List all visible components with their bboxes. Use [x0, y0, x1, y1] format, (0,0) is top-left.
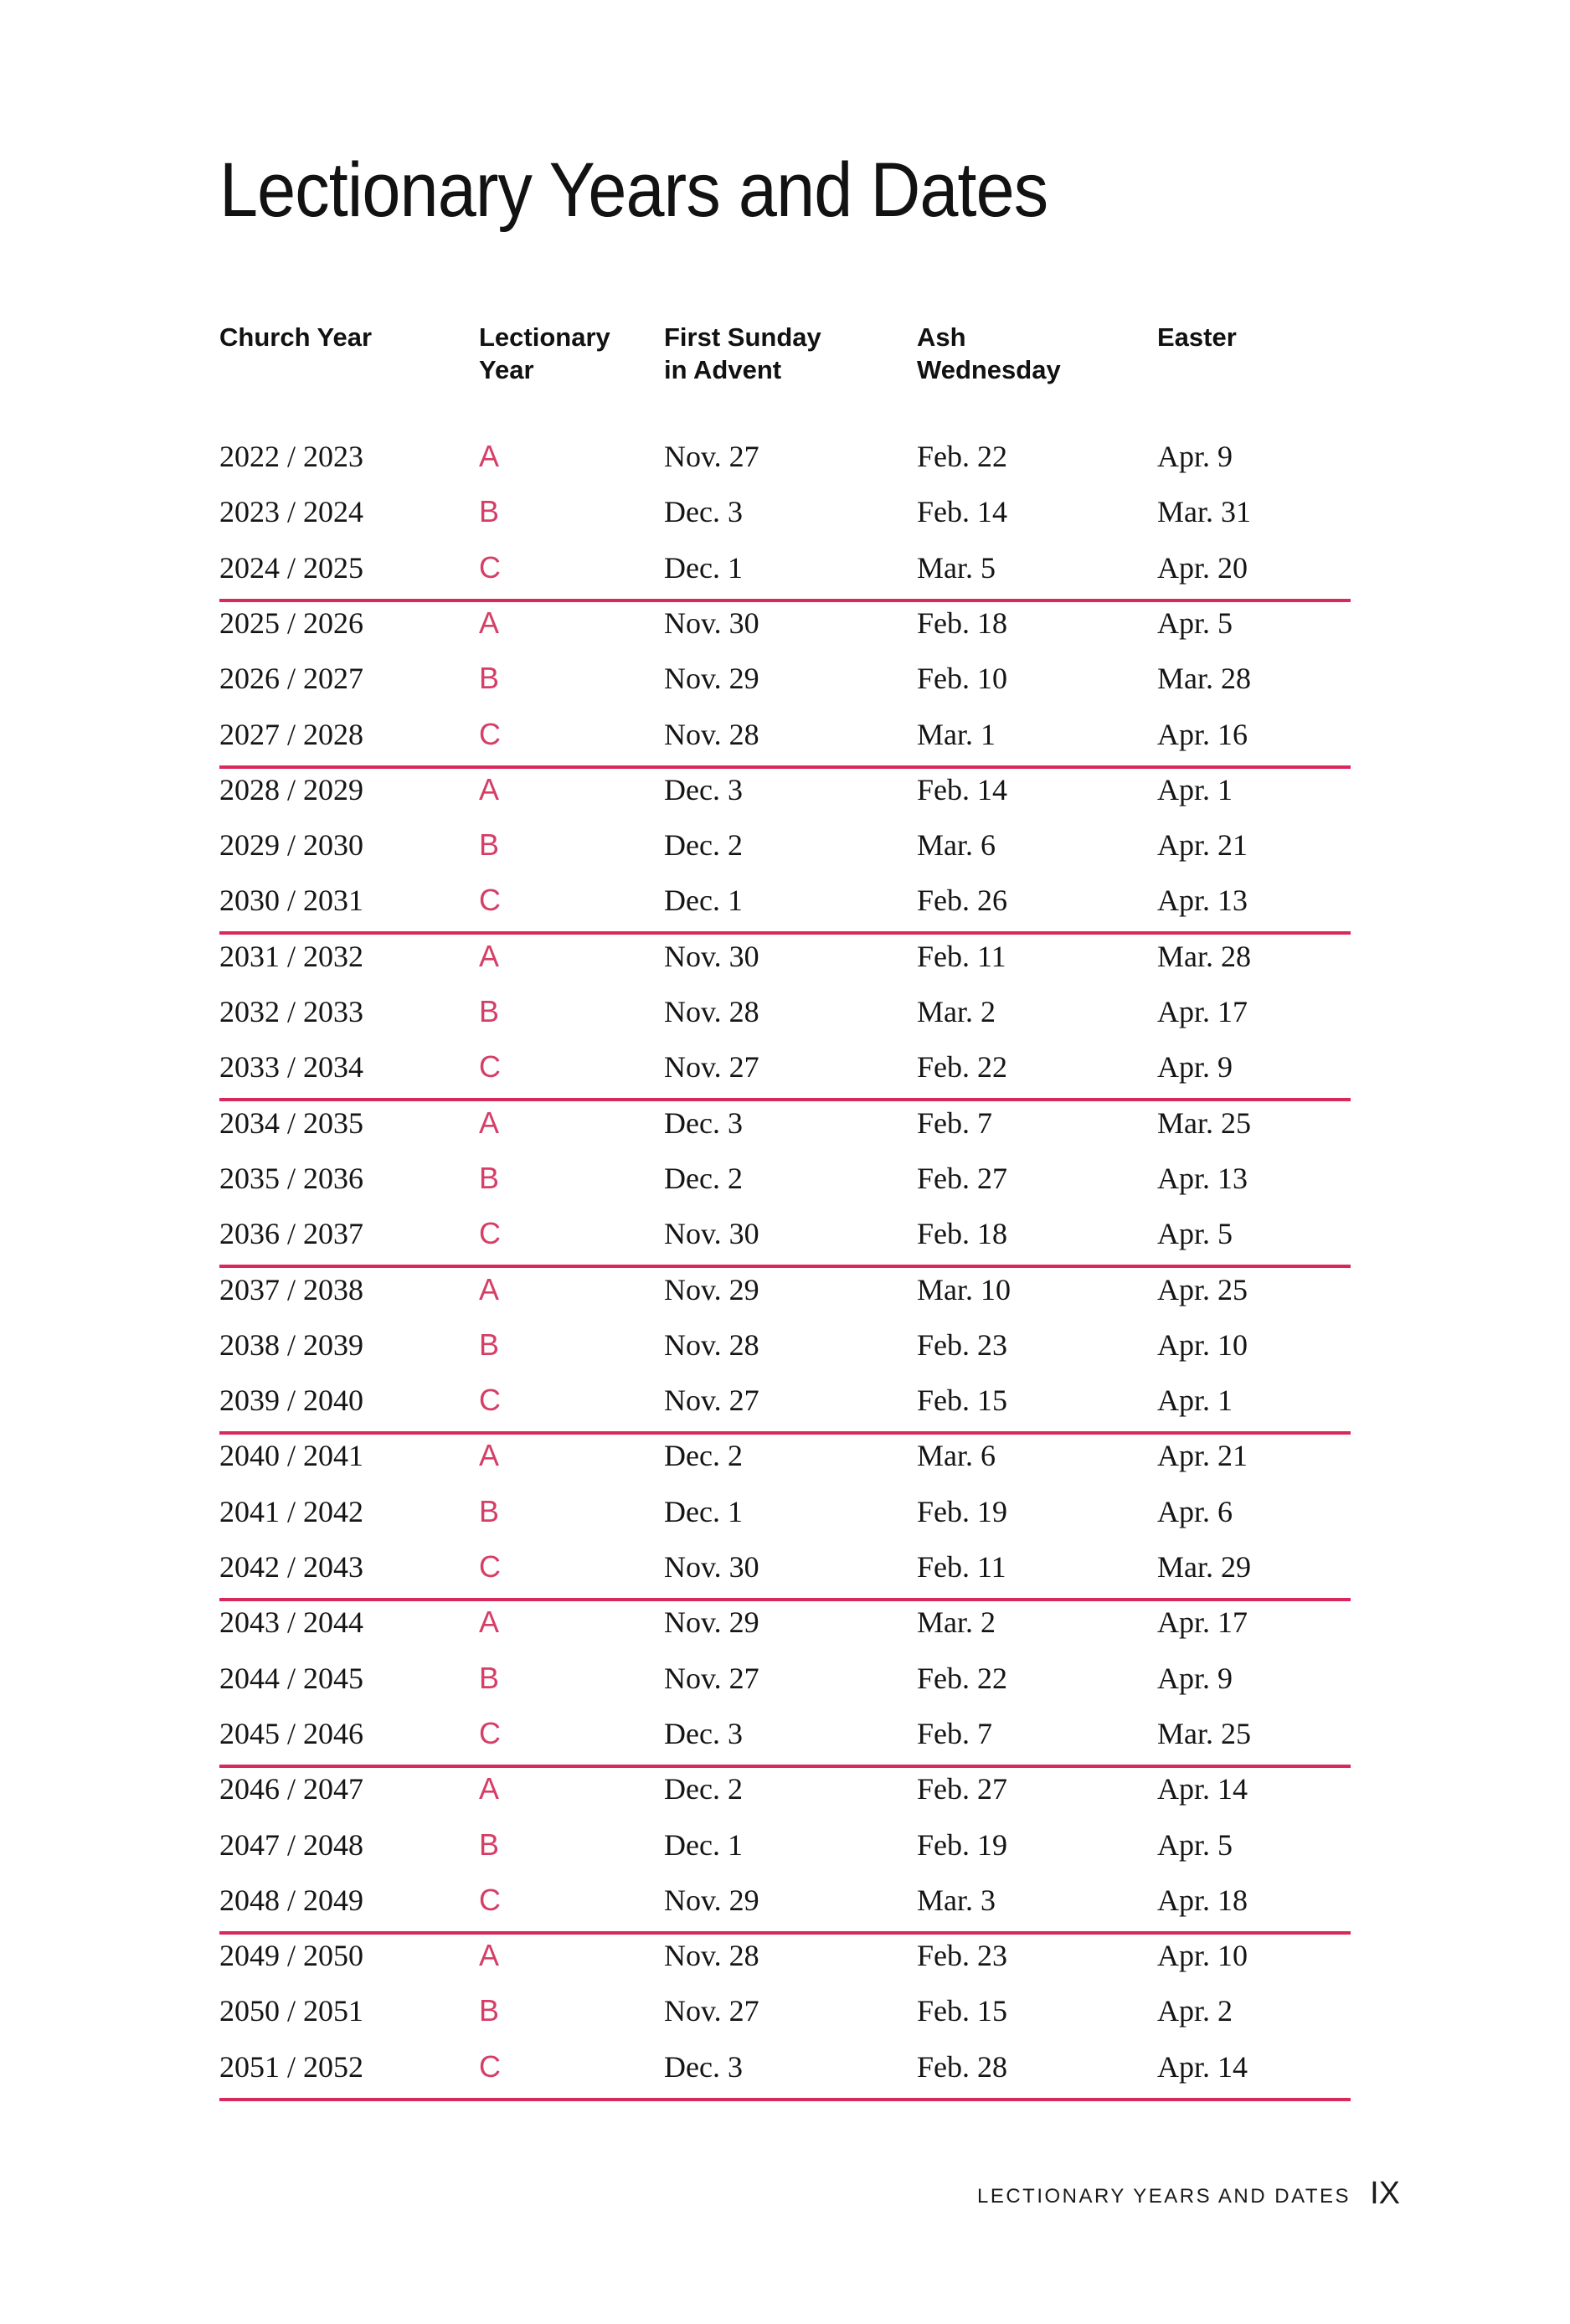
- ash-wednesday-cell: Mar. 5: [917, 550, 996, 585]
- easter-cell: Apr. 5: [1157, 605, 1233, 640]
- lectionary-year-letter: B: [479, 1160, 500, 1195]
- lectionary-year-letter: A: [479, 1938, 500, 1973]
- first-sunday-advent-cell: Nov. 30: [664, 605, 759, 640]
- church-year-cell: 2051 / 2052: [219, 2049, 364, 2084]
- column-header-ash-wednesday: [917, 321, 1061, 386]
- easter-cell: Apr. 9: [1157, 1661, 1233, 1695]
- group-divider-rule: [219, 599, 1351, 602]
- easter-cell: Apr. 18: [1157, 1883, 1248, 1917]
- first-sunday-advent-cell: Nov. 27: [664, 1994, 759, 2028]
- lectionary-year-letter: B: [479, 1993, 500, 2028]
- easter-cell: Apr. 13: [1157, 1161, 1248, 1195]
- table-row: [219, 1317, 1351, 1373]
- church-year-cell: 2026 / 2027: [219, 662, 364, 696]
- ash-wednesday-cell: Mar. 6: [917, 1439, 996, 1473]
- ash-wednesday-cell: Feb. 22: [917, 1050, 1007, 1085]
- column-header-line: Lectionary: [479, 322, 610, 352]
- church-year-cell: 2050 / 2051: [219, 1994, 364, 2028]
- lectionary-year-letter: A: [479, 1271, 500, 1306]
- first-sunday-advent-cell: Nov. 27: [664, 1661, 759, 1695]
- ash-wednesday-cell: Feb. 15: [917, 1994, 1007, 2028]
- lectionary-year-letter: A: [479, 439, 500, 473]
- church-year-cell: 2034 / 2035: [219, 1105, 364, 1140]
- ash-wednesday-cell: Feb. 27: [917, 1161, 1007, 1195]
- church-year-cell: 2024 / 2025: [219, 550, 364, 585]
- ash-wednesday-cell: Mar. 2: [917, 1605, 996, 1640]
- table-row: [219, 1484, 1351, 1539]
- ash-wednesday-cell: Feb. 26: [917, 884, 1007, 918]
- group-divider-rule: [219, 765, 1351, 769]
- first-sunday-advent-cell: Dec. 1: [664, 1494, 743, 1528]
- table-row: [219, 1373, 1351, 1428]
- column-header-church-year: [219, 321, 372, 353]
- church-year-cell: 2045 / 2046: [219, 1716, 364, 1750]
- first-sunday-advent-cell: Nov. 28: [664, 1939, 759, 1973]
- table-row: [219, 762, 1351, 817]
- table-row: [219, 540, 1351, 595]
- table-row: [219, 1761, 1351, 1816]
- table-row: [219, 1928, 1351, 1983]
- lectionary-year-letter: B: [479, 1827, 500, 1862]
- group-divider-rule: [219, 1098, 1351, 1101]
- lectionary-year-letter: A: [479, 771, 500, 806]
- lectionary-year-letter: C: [479, 2048, 501, 2084]
- first-sunday-advent-cell: Dec. 2: [664, 1772, 743, 1806]
- lectionary-year-letter: C: [479, 549, 501, 585]
- church-year-cell: 2044 / 2045: [219, 1661, 364, 1695]
- table-row: [219, 707, 1351, 762]
- easter-cell: Apr. 5: [1157, 1827, 1233, 1862]
- easter-cell: Apr. 6: [1157, 1494, 1233, 1528]
- first-sunday-advent-cell: Nov. 29: [664, 662, 759, 696]
- ash-wednesday-cell: Feb. 18: [917, 605, 1007, 640]
- church-year-cell: 2047 / 2048: [219, 1827, 364, 1862]
- table-row: [219, 873, 1351, 928]
- table-row: [219, 1651, 1351, 1706]
- group-divider-rule: [219, 1765, 1351, 1768]
- lectionary-year-letter: C: [479, 1216, 501, 1251]
- church-year-cell: 2049 / 2050: [219, 1939, 364, 1973]
- group-divider-rule: [219, 1431, 1351, 1435]
- page-number: IX: [1370, 2176, 1400, 2211]
- easter-cell: Apr. 9: [1157, 440, 1233, 473]
- church-year-cell: 2031 / 2032: [219, 939, 364, 973]
- easter-cell: Mar. 28: [1157, 939, 1251, 973]
- first-sunday-advent-cell: Nov. 29: [664, 1272, 759, 1306]
- ash-wednesday-cell: Mar. 10: [917, 1272, 1011, 1306]
- church-year-cell: 2038 / 2039: [219, 1327, 364, 1362]
- table-header-row: [219, 321, 1351, 396]
- church-year-cell: 2032 / 2033: [219, 995, 364, 1028]
- church-year-cell: 2025 / 2026: [219, 605, 364, 640]
- table-row: [219, 1151, 1351, 1206]
- group-divider-rule: [219, 1265, 1351, 1268]
- first-sunday-advent-cell: Nov. 30: [664, 1217, 759, 1251]
- ash-wednesday-cell: Feb. 23: [917, 1939, 1007, 1973]
- church-year-cell: 2033 / 2034: [219, 1050, 364, 1085]
- table-row: [219, 1539, 1351, 1595]
- easter-cell: Apr. 21: [1157, 1439, 1248, 1473]
- ash-wednesday-cell: Feb. 18: [917, 1217, 1007, 1251]
- first-sunday-advent-cell: Nov. 28: [664, 1327, 759, 1362]
- ash-wednesday-cell: Feb. 27: [917, 1772, 1007, 1806]
- easter-cell: Mar. 29: [1157, 1550, 1251, 1584]
- column-header-line: First Sunday: [664, 322, 821, 352]
- lectionary-year-letter: A: [479, 938, 500, 973]
- first-sunday-advent-cell: Nov. 27: [664, 440, 759, 473]
- easter-cell: Mar. 25: [1157, 1716, 1251, 1750]
- first-sunday-advent-cell: Nov. 30: [664, 1550, 759, 1584]
- table-row: [219, 429, 1351, 484]
- easter-cell: Apr. 14: [1157, 2049, 1248, 2084]
- first-sunday-advent-cell: Dec. 1: [664, 550, 743, 585]
- table-row: [219, 1428, 1351, 1483]
- first-sunday-advent-cell: Nov. 29: [664, 1883, 759, 1917]
- easter-cell: Apr. 20: [1157, 550, 1248, 585]
- first-sunday-advent-cell: Nov. 28: [664, 995, 759, 1028]
- ash-wednesday-cell: Feb. 23: [917, 1327, 1007, 1362]
- easter-cell: Apr. 17: [1157, 1605, 1248, 1640]
- easter-cell: Mar. 31: [1157, 495, 1251, 529]
- table-row: [219, 817, 1351, 873]
- ash-wednesday-cell: Feb. 28: [917, 2049, 1007, 2084]
- first-sunday-advent-cell: Nov. 27: [664, 1384, 759, 1418]
- easter-cell: Apr. 21: [1157, 828, 1248, 863]
- church-year-cell: 2042 / 2043: [219, 1550, 364, 1584]
- column-header-line: in Advent: [664, 355, 782, 384]
- lectionary-year-letter: C: [479, 883, 501, 918]
- church-year-cell: 2023 / 2024: [219, 495, 364, 529]
- ash-wednesday-cell: Feb. 11: [917, 1550, 1006, 1584]
- easter-cell: Apr. 25: [1157, 1272, 1248, 1306]
- first-sunday-advent-cell: Dec. 3: [664, 772, 743, 806]
- lectionary-year-letter: A: [479, 1438, 500, 1473]
- table-row: [219, 484, 1351, 539]
- table-row: [219, 929, 1351, 984]
- column-header-first-sunday-advent: [664, 321, 821, 386]
- ash-wednesday-cell: Mar. 2: [917, 995, 996, 1028]
- ash-wednesday-cell: Feb. 22: [917, 1661, 1007, 1695]
- lectionary-year-letter: A: [479, 1771, 500, 1806]
- table-row: [219, 1983, 1351, 2038]
- ash-wednesday-cell: Feb. 22: [917, 440, 1007, 473]
- church-year-cell: 2039 / 2040: [219, 1384, 364, 1418]
- first-sunday-advent-cell: Dec. 3: [664, 495, 743, 529]
- lectionary-year-letter: B: [479, 494, 500, 529]
- church-year-cell: 2037 / 2038: [219, 1272, 364, 1306]
- table-row: [219, 595, 1351, 651]
- first-sunday-advent-cell: Dec. 2: [664, 828, 743, 863]
- church-year-cell: 2028 / 2029: [219, 772, 364, 806]
- ash-wednesday-cell: Feb. 15: [917, 1384, 1007, 1418]
- first-sunday-advent-cell: Nov. 27: [664, 1050, 759, 1085]
- easter-cell: Apr. 17: [1157, 995, 1248, 1028]
- ash-wednesday-cell: Mar. 3: [917, 1883, 996, 1917]
- easter-cell: Apr. 1: [1157, 772, 1233, 806]
- table-row: [219, 984, 1351, 1039]
- lectionary-year-letter: B: [479, 1327, 500, 1362]
- column-header-easter: [1157, 321, 1237, 353]
- ash-wednesday-cell: Mar. 1: [917, 717, 996, 751]
- church-year-cell: 2046 / 2047: [219, 1772, 364, 1806]
- easter-cell: Apr. 5: [1157, 1217, 1233, 1251]
- lectionary-year-letter: C: [479, 716, 501, 751]
- ash-wednesday-cell: Feb. 7: [917, 1716, 992, 1750]
- column-header-line: Year: [479, 355, 534, 384]
- easter-cell: Apr. 16: [1157, 717, 1248, 751]
- first-sunday-advent-cell: Nov. 29: [664, 1605, 759, 1640]
- ash-wednesday-cell: Feb. 19: [917, 1827, 1007, 1862]
- church-year-cell: 2040 / 2041: [219, 1439, 364, 1473]
- lectionary-year-letter: C: [479, 1549, 501, 1584]
- first-sunday-advent-cell: Dec. 2: [664, 1161, 743, 1195]
- table-row: [219, 1706, 1351, 1761]
- lectionary-year-letter: C: [479, 1715, 501, 1750]
- easter-cell: Apr. 1: [1157, 1384, 1233, 1418]
- column-header-line: Church Year: [219, 322, 373, 352]
- first-sunday-advent-cell: Dec. 1: [664, 884, 743, 918]
- first-sunday-advent-cell: Dec. 1: [664, 1827, 743, 1862]
- church-year-cell: 2043 / 2044: [219, 1605, 364, 1640]
- lectionary-year-letter: A: [479, 1105, 500, 1140]
- table-row: [219, 1039, 1351, 1095]
- lectionary-year-letter: B: [479, 1493, 500, 1528]
- lectionary-year-letter: B: [479, 1660, 500, 1695]
- church-year-cell: 2041 / 2042: [219, 1494, 364, 1528]
- running-footer-title: LECTIONARY YEARS AND DATES: [976, 2185, 1351, 2208]
- lectionary-year-letter: C: [479, 1882, 501, 1917]
- table-row: [219, 1817, 1351, 1873]
- church-year-cell: 2027 / 2028: [219, 717, 364, 751]
- table-row: [219, 2039, 1351, 2095]
- table-row: [219, 1595, 1351, 1650]
- lectionary-year-letter: B: [479, 827, 500, 863]
- column-header-lectionary-year: [479, 321, 610, 386]
- church-year-cell: 2048 / 2049: [219, 1883, 364, 1917]
- ash-wednesday-cell: Feb. 14: [917, 495, 1007, 529]
- church-year-cell: 2022 / 2023: [219, 440, 364, 473]
- ash-wednesday-cell: Feb. 11: [917, 939, 1006, 973]
- easter-cell: Apr. 13: [1157, 884, 1248, 918]
- group-divider-rule: [219, 1598, 1351, 1601]
- table-row: [219, 651, 1351, 706]
- table-row: [219, 1262, 1351, 1317]
- first-sunday-advent-cell: Dec. 2: [664, 1439, 743, 1473]
- lectionary-year-letter: B: [479, 994, 500, 1028]
- ash-wednesday-cell: Feb. 7: [917, 1105, 992, 1140]
- lectionary-year-letter: A: [479, 1605, 500, 1640]
- easter-cell: Apr. 14: [1157, 1772, 1248, 1806]
- group-divider-rule: [219, 1931, 1351, 1935]
- church-year-cell: 2030 / 2031: [219, 884, 364, 918]
- easter-cell: Mar. 28: [1157, 662, 1251, 696]
- group-divider-rule: [219, 2098, 1351, 2101]
- page-title: Lectionary Years and Dates: [219, 147, 1048, 233]
- first-sunday-advent-cell: Dec. 3: [664, 2049, 743, 2084]
- ash-wednesday-cell: Feb. 14: [917, 772, 1007, 806]
- church-year-cell: 2036 / 2037: [219, 1217, 364, 1251]
- easter-cell: Apr. 10: [1157, 1327, 1248, 1362]
- easter-cell: Apr. 10: [1157, 1939, 1248, 1973]
- church-year-cell: 2029 / 2030: [219, 828, 364, 863]
- lectionary-year-letter: C: [479, 1383, 501, 1418]
- lectionary-year-letter: A: [479, 605, 500, 640]
- lectionary-year-letter: B: [479, 661, 500, 696]
- first-sunday-advent-cell: Nov. 28: [664, 717, 759, 751]
- table-row: [219, 1873, 1351, 1928]
- lectionary-year-letter: C: [479, 1049, 501, 1085]
- table-row: [219, 1095, 1351, 1151]
- church-year-cell: 2035 / 2036: [219, 1161, 364, 1195]
- easter-cell: Mar. 25: [1157, 1105, 1251, 1140]
- first-sunday-advent-cell: Dec. 3: [664, 1105, 743, 1140]
- first-sunday-advent-cell: Nov. 30: [664, 939, 759, 973]
- table-row: [219, 1206, 1351, 1261]
- column-header-line: Wednesday: [917, 355, 1061, 384]
- easter-cell: Apr. 2: [1157, 1994, 1233, 2028]
- ash-wednesday-cell: Mar. 6: [917, 828, 996, 863]
- ash-wednesday-cell: Feb. 10: [917, 662, 1007, 696]
- column-header-line: Easter: [1157, 322, 1237, 352]
- easter-cell: Apr. 9: [1157, 1050, 1233, 1085]
- column-header-line: Ash: [917, 322, 966, 352]
- first-sunday-advent-cell: Dec. 3: [664, 1716, 743, 1750]
- group-divider-rule: [219, 931, 1351, 935]
- ash-wednesday-cell: Feb. 19: [917, 1494, 1007, 1528]
